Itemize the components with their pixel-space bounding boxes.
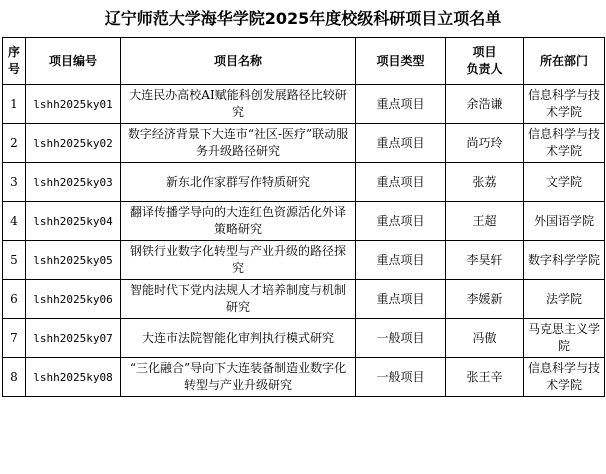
cell-name: 新东北作家群写作特质研究	[121, 163, 356, 202]
cell-lead: 余浩谦	[446, 85, 524, 124]
cell-dept: 信息科学与技术学院	[524, 85, 605, 124]
header-dept: 所在部门	[524, 38, 605, 85]
cell-seq: 4	[3, 202, 26, 241]
cell-dept: 数字科学学院	[524, 241, 605, 280]
header-code: 项目编号	[26, 38, 121, 85]
table-row	[3, 202, 605, 241]
cell-seq: 7	[3, 319, 26, 358]
cell-seq: 2	[3, 124, 26, 163]
header-type: 项目类型	[356, 38, 446, 85]
cell-code: lshh2025ky02	[26, 124, 121, 163]
cell-name: “三化融合”导向下大连装备制造业数字化转型与产业升级研究	[121, 358, 356, 397]
cell-lead: 冯傲	[446, 319, 524, 358]
cell-lead: 王超	[446, 202, 524, 241]
cell-code: lshh2025ky05	[26, 241, 121, 280]
cell-type: 重点项目	[356, 85, 446, 124]
cell-lead: 张荔	[446, 163, 524, 202]
cell-type: 一般项目	[356, 319, 446, 358]
cell-type: 重点项目	[356, 280, 446, 319]
cell-seq: 3	[3, 163, 26, 202]
cell-code: lshh2025ky03	[26, 163, 121, 202]
cell-type: 重点项目	[356, 124, 446, 163]
cell-dept: 信息科学与技术学院	[524, 358, 605, 397]
cell-type: 重点项目	[356, 202, 446, 241]
header-lead	[446, 38, 524, 85]
cell-name: 钢铁行业数字化转型与产业升级的路径探究	[121, 241, 356, 280]
cell-seq: 8	[3, 358, 26, 397]
cell-code: lshh2025ky04	[26, 202, 121, 241]
page-title: 辽宁师范大学海华学院2025年度校级科研项目立项名单	[104, 9, 502, 28]
header-name: 项目名称	[121, 38, 356, 85]
table-row	[3, 358, 605, 397]
project-table	[2, 37, 605, 397]
header-lead-line2: 负责人	[466, 62, 503, 76]
cell-name: 智能时代下党内法规人才培养制度与机制研究	[121, 280, 356, 319]
cell-seq: 6	[3, 280, 26, 319]
cell-seq: 5	[3, 241, 26, 280]
table-row	[3, 163, 605, 202]
table-header-row	[3, 38, 605, 85]
cell-lead: 李媛新	[446, 280, 524, 319]
header-seq-line1: 序	[7, 45, 20, 59]
table-row	[3, 280, 605, 319]
table-row	[3, 85, 605, 124]
cell-dept: 法学院	[524, 280, 605, 319]
cell-dept: 文学院	[524, 163, 605, 202]
cell-lead: 张王辛	[446, 358, 524, 397]
cell-lead: 李昊轩	[446, 241, 524, 280]
cell-code: lshh2025ky07	[26, 319, 121, 358]
cell-seq: 1	[3, 85, 26, 124]
cell-type: 重点项目	[356, 241, 446, 280]
cell-code: lshh2025ky01	[26, 85, 121, 124]
table-row	[3, 124, 605, 163]
cell-name: 大连市法院智能化审判执行模式研究	[121, 319, 356, 358]
cell-type: 重点项目	[356, 163, 446, 202]
cell-dept: 信息科学与技术学院	[524, 124, 605, 163]
cell-lead: 尚巧玲	[446, 124, 524, 163]
cell-dept: 马克思主义学院	[524, 319, 605, 358]
header-seq-line2: 号	[7, 62, 20, 76]
table-row	[3, 241, 605, 280]
cell-code: lshh2025ky06	[26, 280, 121, 319]
table-row	[3, 319, 605, 358]
cell-name: 数字经济背景下大连市“社区-医疗”联动服务升级路径研究	[121, 124, 356, 163]
cell-name: 翻译传播学导向的大连红色资源活化外译策略研究	[121, 202, 356, 241]
cell-dept: 外国语学院	[524, 202, 605, 241]
cell-type: 一般项目	[356, 358, 446, 397]
cell-name: 大连民办高校AI赋能科创发展路径比较研究	[121, 85, 356, 124]
cell-code: lshh2025ky08	[26, 358, 121, 397]
header-seq	[3, 38, 26, 85]
header-lead-line1: 项目	[472, 45, 497, 59]
